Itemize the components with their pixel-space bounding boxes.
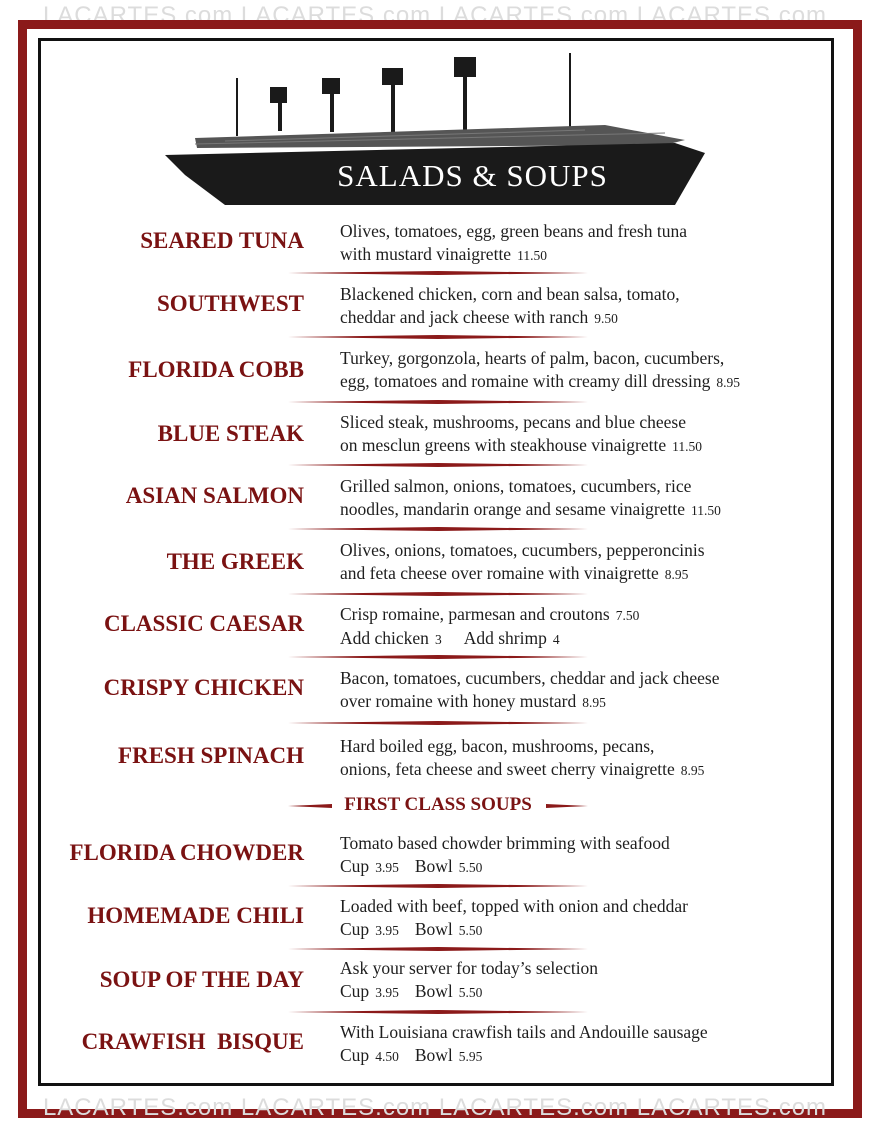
watermark-bottom: LACARTES.com LACARTES.com LACARTES.com LACARTES.com <box>42 1094 828 1121</box>
cup-price: 4.50 <box>375 1049 399 1064</box>
mast-fore <box>236 78 238 136</box>
divider <box>288 399 588 405</box>
funnel-1 <box>270 87 287 103</box>
bowl-price: 5.50 <box>458 860 483 875</box>
item-price: 11.50 <box>691 503 721 518</box>
item-price: 8.95 <box>664 567 689 582</box>
item-price: 8.95 <box>680 763 705 778</box>
watermark-top: LACARTES.com LACARTES.com LACARTES.com LACARTES.com <box>42 2 828 29</box>
divider <box>288 654 588 660</box>
item-description: Tomato based chowder brimming with seafood Cup 3.95 Bowl 5.50 <box>340 833 670 876</box>
item-name: SOUP OF THE DAY <box>99 967 304 992</box>
divider <box>288 462 588 468</box>
item-name: SOUTHWEST <box>157 291 304 316</box>
item-price: 11.50 <box>517 248 547 263</box>
item-name: BLUE STEAK <box>157 421 304 446</box>
divider <box>288 270 588 276</box>
item-description: Loaded with beef, topped with onion and cheddar Cup 3.95 Bowl 5.50 <box>340 896 688 939</box>
item-price: 4 <box>552 632 560 647</box>
cup-price: 3.95 <box>375 860 399 875</box>
item-description: Sliced steak, mushrooms, pecans and blue cheese on mesclun greens with steakhouse vinaigrette 11.50 <box>340 412 702 455</box>
funnel-3 <box>382 68 403 85</box>
divider <box>288 591 588 597</box>
item-name: CRAWFISH BISQUE <box>81 1029 304 1054</box>
item-description: Blackened chicken, corn and bean salsa, tomato, cheddar and jack cheese with ranch 9.50 <box>340 284 680 327</box>
item-description: Olives, onions, tomatoes, cucumbers, pepperoncinis and feta cheese over romaine with vinaigrette 8.95 <box>340 540 705 583</box>
bowl-price: 5.95 <box>458 1049 483 1064</box>
heading-rule-right <box>546 803 588 809</box>
divider <box>288 883 588 889</box>
cup-price: 3.95 <box>375 923 399 938</box>
soups-section-heading <box>288 794 588 820</box>
funnel-2 <box>322 78 340 94</box>
page-title: SALADS & SOUPS <box>337 158 608 193</box>
item-description: Crisp romaine, parmesan and croutons 7.50 Add chicken 3 Add shrimp 4 <box>340 604 640 648</box>
mast-aft <box>569 53 571 133</box>
item-description: Olives, tomatoes, egg, green beans and fresh tuna with mustard vinaigrette 11.50 <box>340 221 687 264</box>
bowl-price: 5.50 <box>458 923 483 938</box>
item-price: 8.95 <box>716 375 740 390</box>
item-description: With Louisiana crawfish tails and Andouille sausage Cup 4.50 Bowl 5.95 <box>340 1022 708 1065</box>
item-price: 11.50 <box>672 439 702 454</box>
item-name: THE GREEK <box>166 549 304 574</box>
item-price: 7.50 <box>615 608 640 623</box>
item-price: 8.95 <box>582 695 606 710</box>
item-name: CLASSIC CAESAR <box>103 611 304 636</box>
item-description: Ask your server for today’s selection Cup 3.95 Bowl 5.50 <box>340 958 599 1001</box>
item-name: ASIAN SALMON <box>125 483 304 508</box>
item-name: FRESH SPINACH <box>118 743 304 768</box>
divider <box>288 946 588 952</box>
item-name: CRISPY CHICKEN <box>103 675 304 700</box>
item-name: SEARED TUNA <box>140 228 304 253</box>
divider <box>288 526 588 532</box>
item-name: FLORIDA CHOWDER <box>69 840 304 865</box>
item-name: FLORIDA COBB <box>128 357 304 382</box>
soups-heading: FIRST CLASS SOUPS <box>344 794 532 815</box>
item-price: 3 <box>434 632 442 647</box>
item-description: Grilled salmon, onions, tomatoes, cucumbers, rice noodles, mandarin orange and sesame vinaigrette 11.50 <box>340 476 721 519</box>
divider <box>288 1009 588 1015</box>
item-description: Hard boiled egg, bacon, mushrooms, pecans, onions, feta cheese and sweet cherry vinaigrette 8.95 <box>340 736 705 779</box>
item-name: HOMEMADE CHILI <box>87 903 304 928</box>
item-description: Turkey, gorgonzola, hearts of palm, bacon, cucumbers, egg, tomatoes and romaine with creamy dill dressing 8.95 <box>340 348 740 391</box>
funnel-4 <box>454 57 476 77</box>
divider <box>288 334 588 340</box>
cup-price: 3.95 <box>375 985 399 1000</box>
item-price: 9.50 <box>594 311 618 326</box>
item-description: Bacon, tomatoes, cucumbers, cheddar and jack cheese over romaine with honey mustard 8.95 <box>340 668 720 711</box>
bowl-price: 5.50 <box>458 985 483 1000</box>
divider <box>288 720 588 726</box>
